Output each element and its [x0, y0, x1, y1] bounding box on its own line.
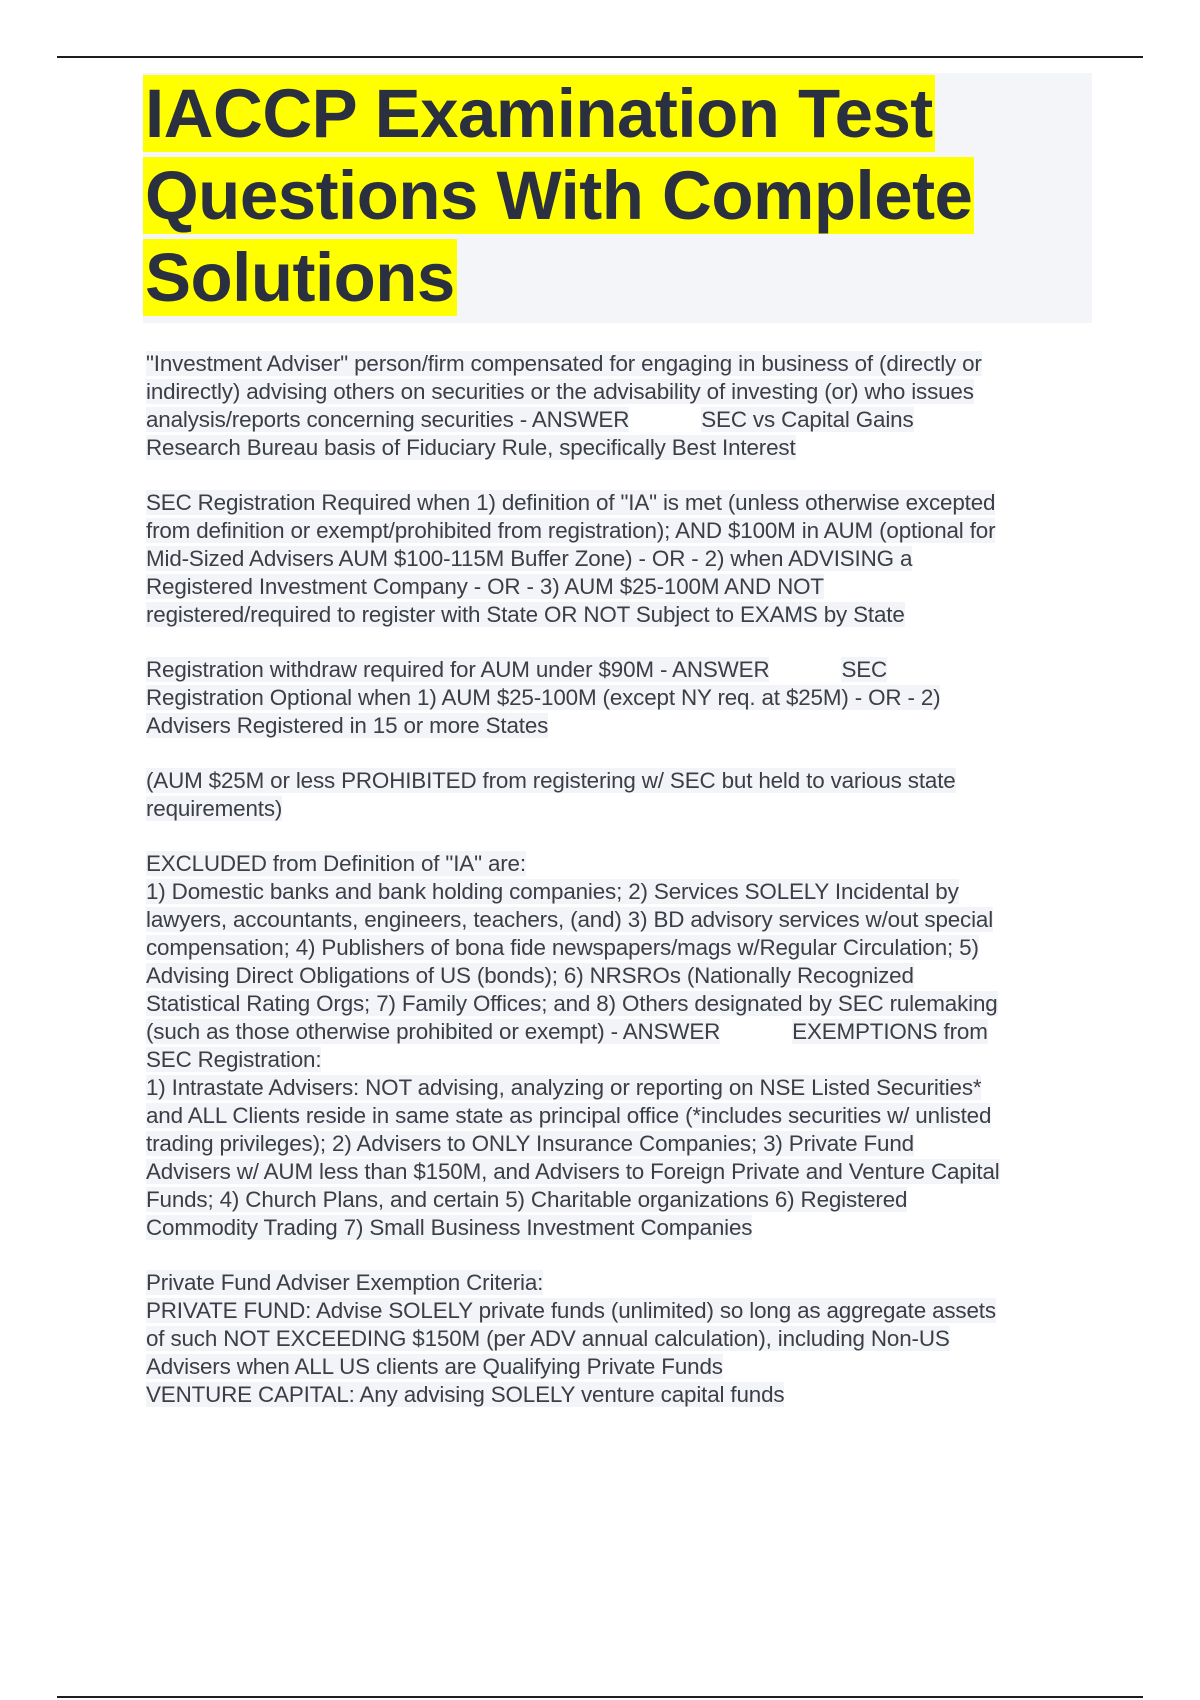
text-line: Research Bureau basis of Fiduciary Rule, specifically Best Interest — [146, 435, 796, 460]
paragraph-registration-withdraw — [146, 656, 1096, 740]
text-line: and ALL Clients reside in same state as principal office (*includes securities w/ unlisted — [146, 1103, 992, 1128]
text-line: lawyers, accountants, engineers, teachers, (and) 3) BD advisory services w/out special — [146, 907, 994, 932]
text-line: Statistical Rating Orgs; 7) Family Offices; and 8) Others designated by SEC rulemaking — [146, 991, 998, 1016]
text-line: 1) Intrastate Advisers: NOT advising, analyzing or reporting on NSE Listed Securities* — [146, 1075, 982, 1100]
text-line: trading privileges); 2) Advisers to ONLY Insurance Companies; 3) Private Fund — [146, 1131, 914, 1156]
paragraph-investment-adviser-definition — [146, 350, 1096, 462]
text-line: (AUM $25M or less PROHIBITED from registering w/ SEC but held to various state — [146, 768, 956, 793]
text-line: (such as those otherwise prohibited or exempt) - ANSWER — [146, 1019, 721, 1044]
text-line: Registration Optional when 1) AUM $25-100M (except NY req. at $25M) - OR - 2) — [146, 685, 941, 710]
title-line-2: Questions With Complete — [145, 157, 973, 234]
text-line: Registered Investment Company - OR - 3) AUM $25-100M AND NOT — [146, 574, 824, 599]
text-line: Advisers Registered in 15 or more States — [146, 713, 549, 738]
text-line: of such NOT EXCEEDING $150M (per ADV annual calculation), including Non-US — [146, 1326, 950, 1351]
text-line: EXCLUDED from Definition of "IA" are: — [146, 851, 526, 876]
document-title — [143, 73, 1092, 319]
text-line: "Investment Adviser" person/firm compensated for engaging in business of (directly or — [146, 351, 982, 376]
text-line: VENTURE CAPITAL: Any advising SOLELY venture capital funds — [146, 1382, 785, 1407]
bottom-rule — [57, 1696, 1143, 1698]
text-line: from definition or exempt/prohibited from registration); AND $100M in AUM (optional for — [146, 518, 996, 543]
text-line: Mid-Sized Advisers AUM $100-115M Buffer Zone) - OR - 2) when ADVISING a — [146, 546, 913, 571]
top-rule — [57, 56, 1143, 58]
text-line: 1) Domestic banks and bank holding companies; 2) Services SOLELY Incidental by — [146, 879, 959, 904]
answer-text: SEC — [841, 657, 888, 682]
answer-text: EXEMPTIONS from — [792, 1019, 988, 1044]
text-line: compensation; 4) Publishers of bona fide newspapers/mags w/Regular Circulation; 5) — [146, 935, 979, 960]
text-line: SEC Registration Required when 1) definition of "IA" is met (unless otherwise excepted — [146, 490, 996, 515]
answer-text: SEC vs Capital Gains — [701, 407, 914, 432]
title-block — [143, 73, 1092, 323]
text-line: analysis/reports concerning securities - ANSWER — [146, 407, 630, 432]
text-line: Private Fund Adviser Exemption Criteria: — [146, 1270, 544, 1295]
text-line: Advising Direct Obligations of US (bonds); 6) NRSROs (Nationally Recognized — [146, 963, 914, 988]
text-line: Commodity Trading 7) Small Business Investment Companies — [146, 1215, 753, 1240]
document-body — [146, 350, 1096, 1436]
paragraph-excluded-and-exemptions — [146, 850, 1096, 1242]
text-line: indirectly) advising others on securities or the advisability of investing (or) who issues — [146, 379, 974, 404]
text-line: Funds; 4) Church Plans, and certain 5) Charitable organizations 6) Registered — [146, 1187, 908, 1212]
text-line: Advisers w/ AUM less than $150M, and Advisers to Foreign Private and Venture Capital — [146, 1159, 1000, 1184]
title-line-1: IACCP Examination Test — [145, 75, 933, 152]
text-line: PRIVATE FUND: Advise SOLELY private funds (unlimited) so long as aggregate assets — [146, 1298, 996, 1323]
text-line: requirements) — [146, 796, 283, 821]
paragraph-private-fund-exemption — [146, 1269, 1096, 1409]
paragraph-sec-registration-required — [146, 489, 1096, 629]
text-line: Registration withdraw required for AUM under $90M - ANSWER — [146, 657, 770, 682]
text-line: registered/required to register with State OR NOT Subject to EXAMS by State — [146, 602, 905, 627]
paragraph-aum-prohibited — [146, 767, 1096, 823]
text-line: SEC Registration: — [146, 1047, 322, 1072]
title-line-3: Solutions — [145, 239, 455, 316]
text-line: Advisers when ALL US clients are Qualifying Private Funds — [146, 1354, 723, 1379]
